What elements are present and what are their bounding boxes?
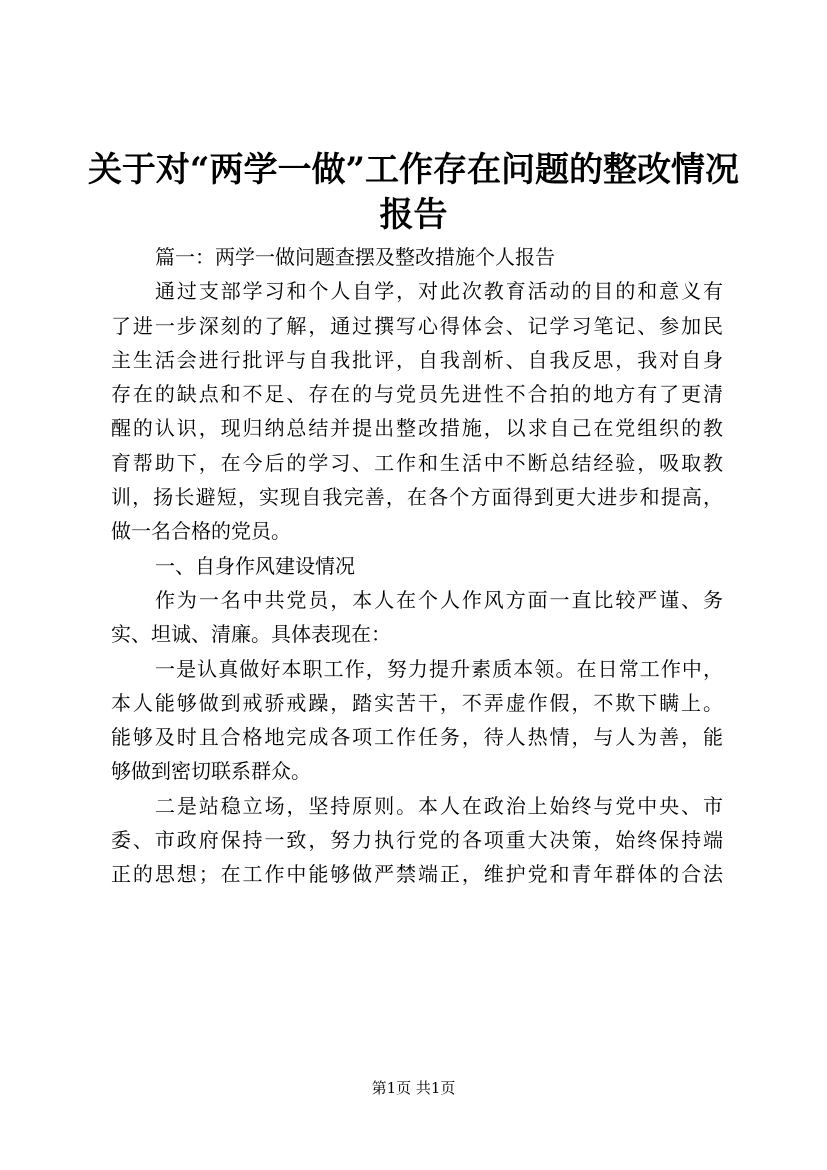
body-text-line: 本人能够做到戒骄戒躁，踏实苦干，不弄虚作假，不欺下瞒上。: [111, 690, 723, 715]
body-text-line: 实、坦诚、清廉。具体表现在：: [111, 622, 391, 647]
body-text-line: 醒的认识，现归纳总结并提出整改措施，以求自己在党组织的教: [111, 416, 723, 441]
document-title-line-2: 报告: [379, 195, 448, 235]
body-text-line: 了进一步深刻的了解，通过撰写心得体会、记学习笔记、参加民: [111, 313, 723, 338]
body-text-line: 作为一名中共党员，本人在个人作风方面一直比较严谨、务: [155, 587, 723, 612]
body-text-line: 二是站稳立场，坚持原则。本人在政治上始终与党中央、市: [155, 793, 723, 818]
body-text-line: 一、自身作风建设情况: [155, 553, 355, 578]
body-text-line: 做一名合格的党员。: [111, 519, 291, 544]
body-text-line: 篇一：两学一做问题查摆及整改措施个人报告: [155, 245, 555, 269]
body-text-line: 能够及时且合格地完成各项工作任务，待人热情，与人为善，能: [111, 725, 723, 750]
body-text-line: 存在的缺点和不足、存在的与党员先进性不合拍的地方有了更清: [111, 382, 723, 407]
body-text-line: 一是认真做好本职工作，努力提升素质本领。在日常工作中，: [155, 656, 723, 681]
body-text-line: 够做到密切联系群众。: [111, 759, 311, 784]
body-text-line: 主生活会进行批评与自我批评，自我剖析、自我反思，我对自身: [111, 347, 723, 372]
page-footer: 第1页 共1页: [371, 1079, 456, 1097]
body-text-line: 正的思想；在工作中能够做严禁端正，维护党和青年群体的合法: [111, 862, 723, 887]
body-text-line: 委、市政府保持一致，努力执行党的各项重大决策，始终保持端: [111, 828, 723, 853]
document-title-line-1: 关于对“两学一做”工作存在问题的整改情况: [87, 150, 740, 190]
body-text-line: 育帮助下，在今后的学习、工作和生活中不断总结经验，吸取教: [111, 450, 723, 475]
body-text-line: 通过支部学习和个人自学，对此次教育活动的目的和意义有: [155, 279, 723, 304]
body-text-line: 训，扬长避短，实现自我完善，在各个方面得到更大进步和提高，: [111, 485, 723, 510]
document-body: [111, 240, 723, 892]
